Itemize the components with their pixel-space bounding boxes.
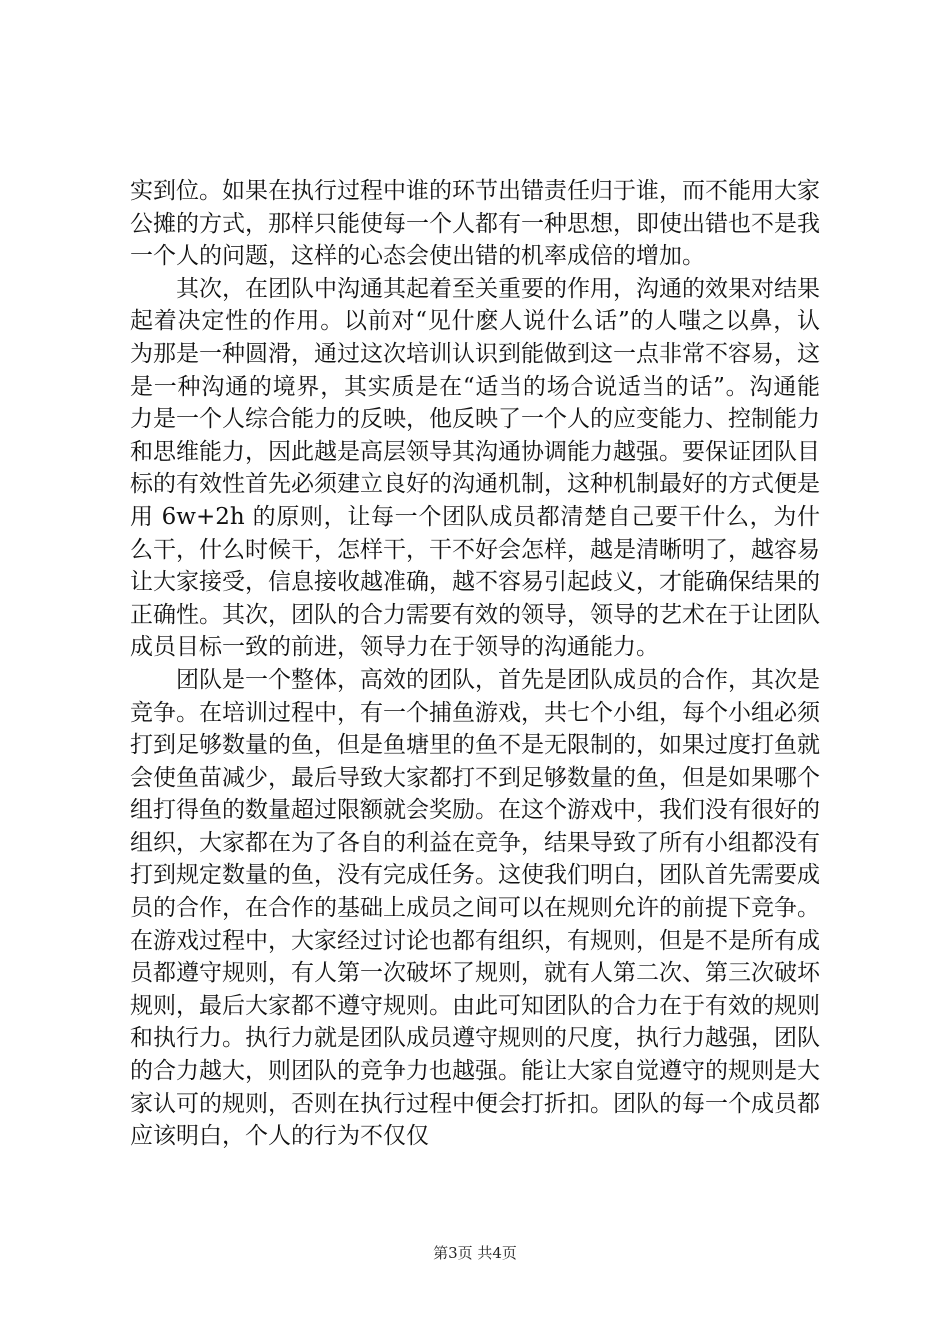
paragraph-team-cooperation: 团队是一个整体，高效的团队，首先是团队成员的合作，其次是竞争。在培训过程中，有一个捕鱼游戏，共七个小组，每个小组必须打到足够数量的鱼，但是鱼塘里的鱼不是无限制的，如果过度打鱼就会使鱼苗减少，最后导致大家都打不到足够数量的鱼，但是如果哪个组打得鱼的数量超过限额就会奖励。在这个游戏中，我们没有很好的组织，大家都在为了各自的利益在竞争，结果导致了所有小组都没有打到规定数量的鱼，没有完成任务。这使我们明白，团队首先需要成员的合作，在合作的基础上成员之间可以在规则允许的前提下竞争。在游戏过程中，大家经过讨论也都有组织，有规则，但是不是所有成员都遵守规则，有人第一次破坏了规则，就有人第二次、第三次破坏规则，最后大家都不遵守规则。由此可知团队的合力在于有效的规则和执行力。执行力就是团队成员遵守规则的尺度，执行力越强，团队的合力越大，则团队的竞争力也越强。能让大家自觉遵守的规则是大家认可的规则，否则在执行过程中便会打折扣。团队的每一个成员都应该明白，个人的行为不仅仅: [130, 666, 820, 1150]
paragraph-communication: 其次，在团队中沟通其起着至关重要的作用，沟通的效果对结果起着决定性的作用。以前对“见什麽人说什么话”的人嗤之以鼻，认为那是一种圆滑，通过这次培训认识到能做到这一点非常不容易，这是一种沟通的境界，其实质是在“适当的场合说适当的话”。沟通能力是一个人综合能力的反映，他反映了一个人的应变能力、控制能力和思维能力，因此越是高层领导其沟通协调能力越强。要保证团队目标的有效性首先必须建立良好的沟通机制，这种机制最好的方式便是用 6w+2h 的原则，让每一个团队成员都清楚自己要干什么，为什么干，什么时候干，怎样干，干不好会怎样，越是清晰明了，越容易让大家接受，信息接收越准确，越不容易引起歧义，才能确保结果的正确性。其次，团队的合力需要有效的领导，领导的艺术在于让团队成员目标一致的前进，领导力在于领导的沟通能力。: [130, 275, 820, 661]
document-body: [130, 175, 820, 1153]
page-footer: 第3页 共4页: [433, 1244, 517, 1262]
paragraph-continuation: 实到位。如果在执行过程中谁的环节出错责任归于谁，而不能用大家公摊的方式，那样只能使每一个人都有一种思想，即使出错也不是我一个人的问题，这样的心态会使出错的机率成倍的增加。: [130, 178, 820, 270]
